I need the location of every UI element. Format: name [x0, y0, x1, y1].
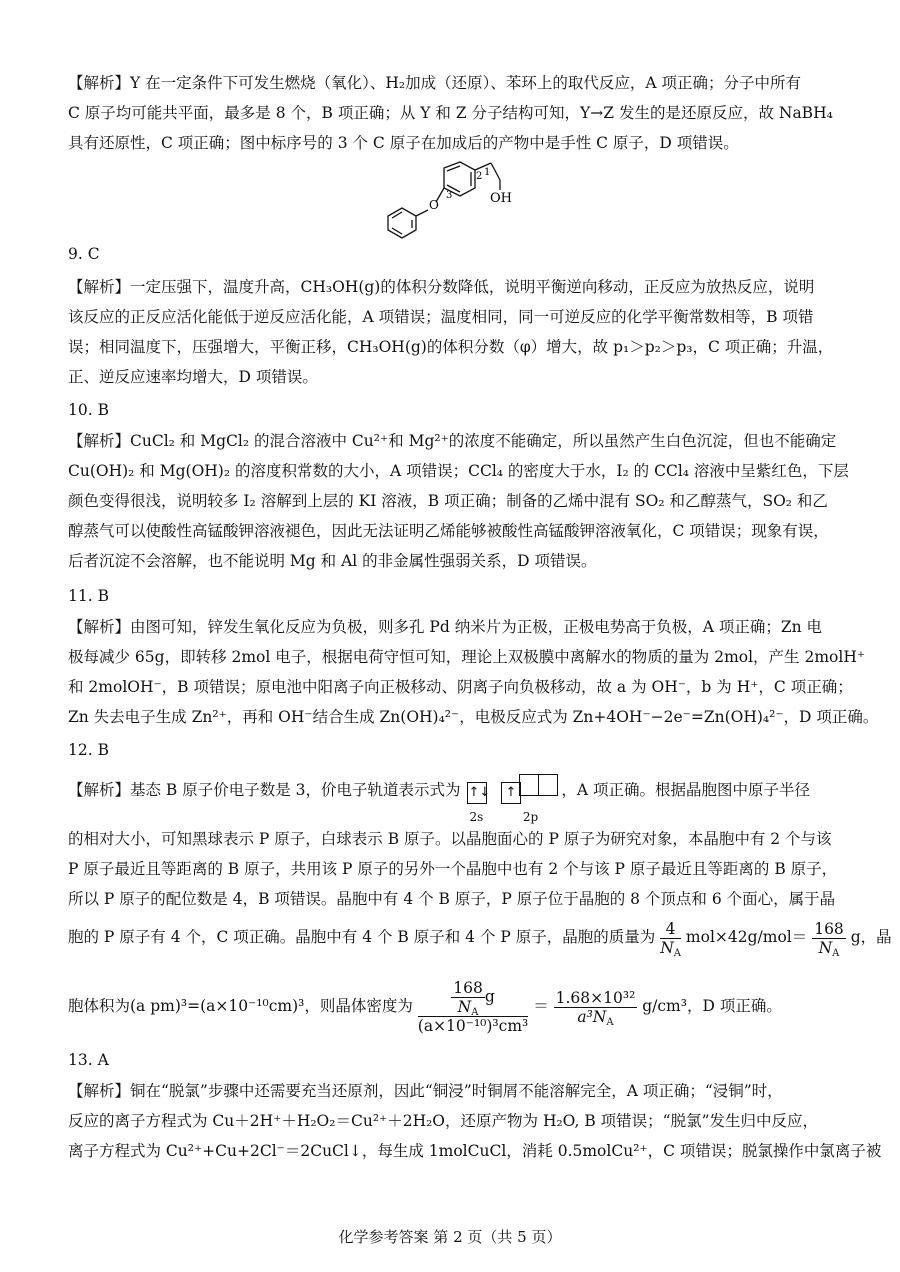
text-line: 醇蒸气可以使酸性高锰酸钾溶液褪色，因此无法证明乙烯能够被酸性高锰酸钾溶液氧化，C 项错误；现象有误，: [68, 522, 829, 540]
fraction: [660, 920, 681, 957]
text-line: 胞体积为(a pm)³=(a×10⁻¹⁰cm)³，则晶体密度为 $\frac{168}{N_A}$ g (a×10⁻¹⁰)³cm³ ＝ $\frac{\text{1.68×10³²}}{a^3N_A}$ g/cm³，D 项正确。: [68, 979, 782, 1035]
carbon-label: 3: [446, 190, 453, 201]
text-line: 颜色变得很浅，说明较多 I₂ 溶解到上层的 KI 溶液，B 项正确；制备的乙烯中混有 SO₂ 和乙醇蒸气，SO₂ 和乙: [68, 492, 828, 510]
text-segment: g，晶: [850, 928, 892, 946]
text-line: 离子方程式为 Cu²⁺+Cu+2Cl⁻＝2CuCl↓，每生成 1molCuCl，消耗 0.5molCu²⁺，C 项错误；脱氯操作中氯离子被: [68, 1142, 882, 1160]
orbital-box: ↑↓: [467, 782, 487, 804]
fraction: [418, 979, 528, 1035]
orbital-2p: [501, 771, 557, 824]
q11-explanation: [68, 612, 879, 732]
hydroxyl-label: OH: [490, 191, 512, 206]
fraction: [812, 920, 846, 957]
text-line: 正、逆反应速率均增大，D 项错误。: [68, 368, 318, 386]
text-line: 该反应的正反应活化能低于逆反应活化能，A 项错误；温度相同，同一可逆反应的化学平衡常数相等，B 项错: [68, 308, 814, 326]
text-segment: 胞体积为(a pm)³=(a×10⁻¹⁰cm)³，则晶体密度为: [68, 997, 413, 1015]
text-line: [68, 914, 892, 960]
text-line: 【解析】一定压强下，温度升高，CH₃OH(g)的体积分数降低，说明平衡逆向移动，正反应为放热反应，说明: [68, 278, 815, 296]
text-segment: ，A 项正确。根据晶胞图中原子半径: [561, 781, 810, 799]
text-segment: 【解析】基态 B 原子价电子数是 3，价电子轨道表示式为: [68, 781, 461, 799]
q13-explanation: [68, 1076, 882, 1166]
page-footer: 化学参考答案 第 2 页（共 5 页）: [338, 1228, 562, 1246]
text-line: Zn 失去电子生成 Zn²⁺，再和 OH⁻结合生成 Zn(OH)₄²⁻，电极反应式为 Zn+4OH⁻−2e⁻=Zn(OH)₄²⁻，D 项正确。: [68, 708, 879, 726]
orbital-caption: 2s: [469, 810, 484, 824]
text-line: 所以 P 原子的配位数是 4，B 项错误。晶胞中有 4 个 B 原子，P 原子位于晶胞的 8 个顶点和 6 个面心，属于晶: [68, 890, 836, 908]
text-line: 反应的离子方程式为 Cu＋2H⁺＋H₂O₂＝Cu²⁺＋2H₂O，还原产物为 H₂O, B 项错误；“脱氯”发生归中反应，: [68, 1112, 818, 1130]
text-line: 极每减少 65g，即转移 2mol 电子，根据电荷守恒可知，理论上双极膜中离解水的物质的量为 2mol，产生 2molH⁺: [68, 648, 866, 666]
q12-explanation: [68, 770, 892, 1046]
text-line: 具有还原性，C 项正确；图中标序号的 3 个 C 原子在加成后的产物中是手性 C 原子，D 项错误。: [68, 134, 739, 152]
unit: g: [484, 987, 495, 1006]
molecule-structure-figure: [376, 158, 526, 242]
denominator: (a×10⁻¹⁰)³cm³: [417, 1017, 529, 1035]
text-line: C 原子均可能共平面，最多是 8 个，B 项正确；从 Y 和 Z 分子结构可知，Y→Z 发生的是还原反应，故 NaBH₄: [68, 104, 833, 122]
text-line: P 原子最近且等距离的 B 原子，共用该 P 原子的另外一个晶胞中也有 2 个与该 P 原子最近且等距离的 B 原子，: [68, 860, 838, 878]
text-segment: g/cm³，D 项正确。: [642, 997, 782, 1015]
text-line: 误；相同温度下，压强增大，平衡正移，CH₃OH(g)的体积分数（φ）增大，故 p₁＞p₂＞p₃，C 项正确；升温，: [68, 338, 834, 356]
carbon-label: 1: [484, 167, 491, 178]
denominator: $N_A$: [818, 938, 840, 959]
text-line: 和 2molOH⁻，B 项错误；原电池中阳离子向正极移动、阴离子向负极移动，故 a 为 OH⁻，b 为 H⁺，C 项正确；: [68, 678, 853, 696]
q9-explanation: [68, 272, 838, 392]
numerator: [418, 979, 528, 1017]
q8-explanation: [68, 68, 838, 158]
orbital-box: ↑: [501, 782, 521, 804]
orbital-box: [538, 774, 558, 796]
density-denominator: a³N: [577, 1007, 607, 1026]
text-segment: mol×42g/mol＝: [685, 928, 808, 946]
numerator: 168: [453, 979, 483, 997]
oxygen-label: O: [429, 198, 439, 212]
text-line: Cu(OH)₂ 和 Mg(OH)₂ 的溶度积常数的大小，A 项错误；CCl₄ 的密度大于水，I₂ 的 CCl₄ 溶液中呈紫红色，下层: [68, 462, 849, 480]
text-line: 的相对大小，可知黑球表示 P 原子，白球表示 B 原子。以晶胞面心的 P 原子为研究对象，本晶胞中有 2 个与该: [68, 830, 832, 848]
text-line: 【解析】CuCl₂ 和 MgCl₂ 的混合溶液中 Cu²⁺和 Mg²⁺的浓度不能确定，所以虽然产生白色沉淀，但也不能确定: [68, 432, 837, 450]
q10-answer: 10. B: [68, 401, 109, 419]
q11-answer: 11. B: [68, 587, 109, 605]
na-symbol: N: [457, 998, 472, 1016]
text-line: [68, 770, 838, 822]
q9-answer: 9. C: [68, 245, 100, 263]
na-symbol: N: [818, 938, 833, 957]
q12-answer: 12. B: [68, 741, 109, 759]
denominator: $N_A$: [457, 998, 479, 1018]
orbital-2s: [467, 771, 491, 824]
text-line: 【解析】由图可知，锌发生氧化反应为负极，则多孔 Pd 纳米片为正极，正极电势高于负极，A 项正确；Zn 电: [68, 618, 823, 636]
carbon-label: 2: [476, 171, 483, 182]
numerator: 4: [660, 920, 681, 939]
text-line: 【解析】铜在“脱氯”步骤中还需要充当还原剂，因此“铜浸”时铜屑不能溶解完全，A 项正确；“浸铜”时，: [68, 1082, 783, 1100]
na-symbol: N: [660, 938, 674, 957]
numerator: 1.68×10³²: [555, 988, 636, 1007]
q13-answer: 13. A: [68, 1051, 109, 1069]
denominator: $N_A$: [660, 938, 681, 959]
text-line: 后者沉淀不会溶解，也不能说明 Mg 和 Al 的非金属性强弱关系，D 项错误。: [68, 552, 597, 570]
denominator: $a^3N_A$: [577, 1007, 614, 1028]
q10-explanation: [68, 426, 849, 576]
inner-fraction: [451, 979, 485, 1016]
text-line: 【解析】Y 在一定条件下可发生燃烧（氧化）、H₂加成（还原）、苯环上的取代反应，A 项正确；分子中所有: [68, 74, 802, 92]
orbital-caption: 2p: [522, 810, 539, 824]
text-segment: 胞的 P 原子有 4 个，C 项正确。晶胞中有 4 个 B 原子和 4 个 P 原子，晶胞的质量为: [68, 928, 656, 946]
numerator: 168: [814, 919, 844, 938]
fraction: [554, 989, 638, 1026]
orbital-box: [519, 774, 539, 796]
